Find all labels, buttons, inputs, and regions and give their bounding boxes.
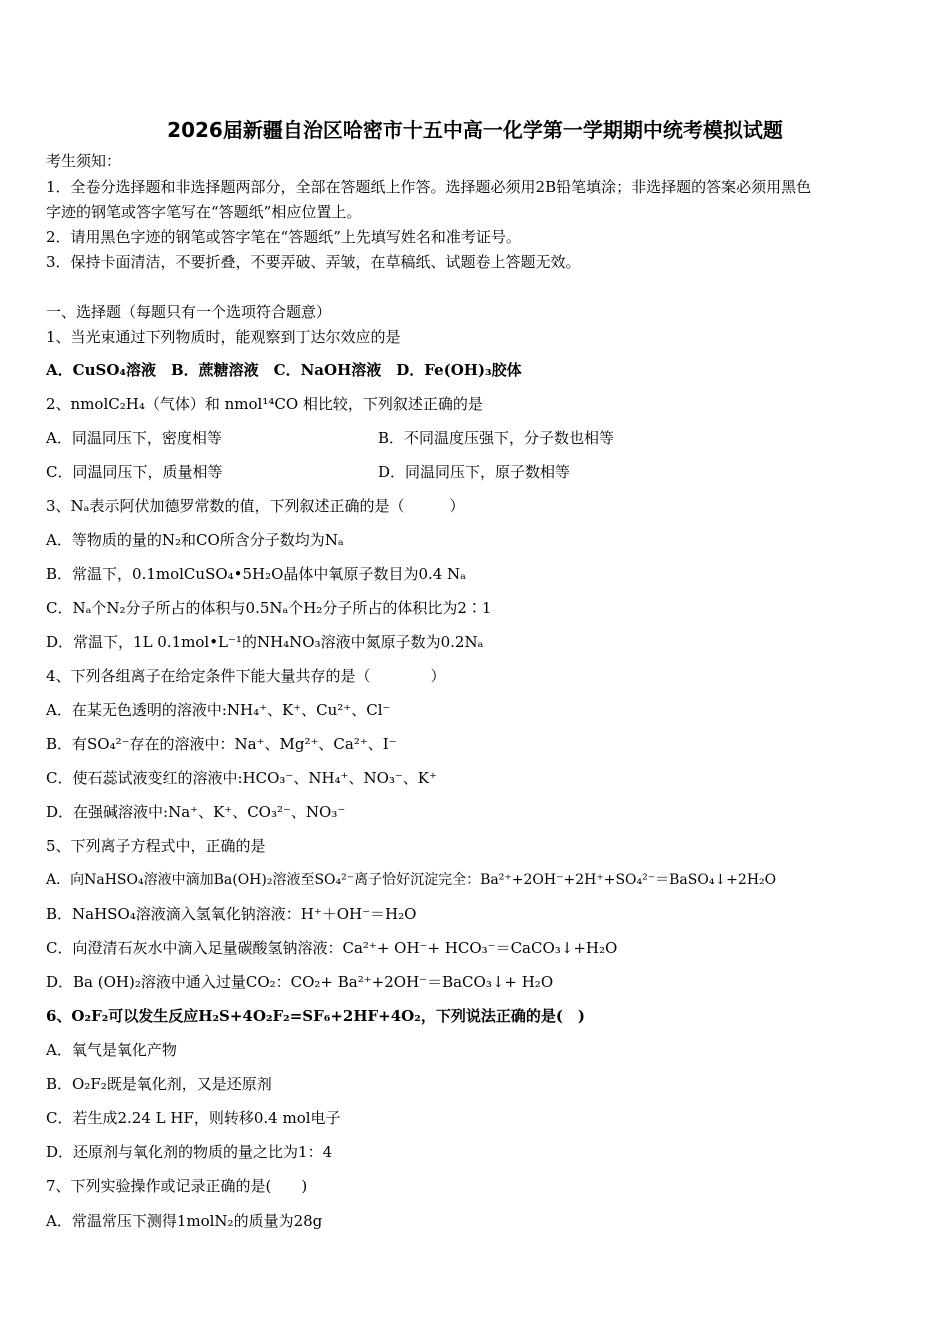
question-stem: 4、下列各组离子在给定条件下能大量共存的是（ ） [46, 667, 446, 685]
question-stem: 7、下列实验操作或记录正确的是( ) [46, 1177, 308, 1195]
question-option: A．氧气是氧化产物 [46, 1041, 177, 1059]
question-option: D．同温同压下，原子数相等 [378, 463, 571, 481]
question-stem: 1、当光束通过下列物质时，能观察到丁达尔效应的是 [46, 328, 401, 346]
question-option: B．不同温度压强下，分子数也相等 [378, 429, 615, 447]
question-stem: 2、nmolC₂H₄（气体）和 nmol¹⁴CO 相比较，下列叙述正确的是 [46, 395, 483, 413]
question-option: B．O₂F₂既是氧化剂，又是还原剂 [46, 1075, 272, 1093]
notice-item: 2．请用黑色字迹的钢笔或答字笔在“答题纸”上先填写姓名和准考证号。 [46, 228, 521, 246]
question-option: B．NaHSO₄溶液滴入氢氧化钠溶液：H⁺＋OH⁻＝H₂O [46, 905, 417, 923]
question-stem: 5、下列离子方程式中，正确的是 [46, 837, 266, 855]
question-option: C．Nₐ个N₂分子所占的体积与0.5Nₐ个H₂分子所占的体积比为2∶1 [46, 599, 492, 617]
question-option: D．还原剂与氧化剂的物质的量之比为1：4 [46, 1143, 333, 1161]
question-option: A．CuSO₄溶液 B．蔗糖溶液 C．NaOH溶液 D．Fe(OH)₃胶体 [46, 361, 522, 379]
question-option: A．常温常压下测得1molN₂的质量为28g [46, 1212, 323, 1230]
notice-item: 1．全卷分选择题和非选择题两部分，全部在答题纸上作答。选择题必须用2B铅笔填涂；非选择题的答案必须用黑色 [46, 178, 812, 196]
question-option: D．Ba (OH)₂溶液中通入过量CO₂：CO₂+ Ba²⁺+2OH⁻＝BaCO₃↓+ H₂O [46, 973, 554, 991]
notice-item: 字迹的钢笔或答字笔写在“答题纸”相应位置上。 [46, 203, 362, 221]
question-option: A．在某无色透明的溶液中:NH₄⁺、K⁺、Cu²⁺、Cl⁻ [46, 701, 391, 719]
question-option: C．使石蕊试液变红的溶液中:HCO₃⁻、NH₄⁺、NO₃⁻、K⁺ [46, 769, 437, 787]
question-option: A．同温同压下，密度相等 [46, 429, 222, 447]
question-stem: 3、Nₐ表示阿伏加德罗常数的值，下列叙述正确的是（ ） [46, 497, 465, 515]
question-option: C．同温同压下，质量相等 [46, 463, 223, 481]
question-option: B．有SO₄²⁻存在的溶液中：Na⁺、Mg²⁺、Ca²⁺、I⁻ [46, 735, 397, 753]
question-option: D．常温下，1L 0.1mol•L⁻¹的NH₄NO₃溶液中氮原子数为0.2Nₐ [46, 633, 484, 651]
page-title: 2026届新疆自治区哈密市十五中高一化学第一学期期中统考模拟试题 [167, 118, 783, 142]
question-option: A．向NaHSO₄溶液中滴加Ba(OH)₂溶液至SO₄²⁻离子恰好沉淀完全：Ba²⁺+2OH⁻+2H⁺+SO₄²⁻＝BaSO₄↓+2H₂O [46, 872, 777, 888]
question-stem: 6、O₂F₂可以发生反应H₂S+4O₂F₂=SF₆+2HF+4O₂，下列说法正确的是( ) [46, 1007, 586, 1025]
question-option: A．等物质的量的N₂和CO所含分子数均为Nₐ [46, 531, 344, 549]
notice-item: 3．保持卡面清洁，不要折叠，不要弄破、弄皱，在草稿纸、试题卷上答题无效。 [46, 253, 581, 271]
question-option: C．向澄清石灰水中滴入足量碳酸氢钠溶液：Ca²⁺+ OH⁻+ HCO₃⁻＝CaCO₃↓+H₂O [46, 939, 618, 957]
section-heading: 一、选择题（每题只有一个选项符合题意） [46, 303, 332, 321]
notice-heading: 考生须知： [46, 152, 122, 170]
question-option: C．若生成2.24 L HF，则转移0.4 mol电子 [46, 1109, 341, 1127]
question-option: D．在强碱溶液中:Na⁺、K⁺、CO₃²⁻、NO₃⁻ [46, 803, 346, 821]
question-option: B．常温下，0.1molCuSO₄•5H₂O晶体中氧原子数目为0.4 Nₐ [46, 565, 466, 583]
